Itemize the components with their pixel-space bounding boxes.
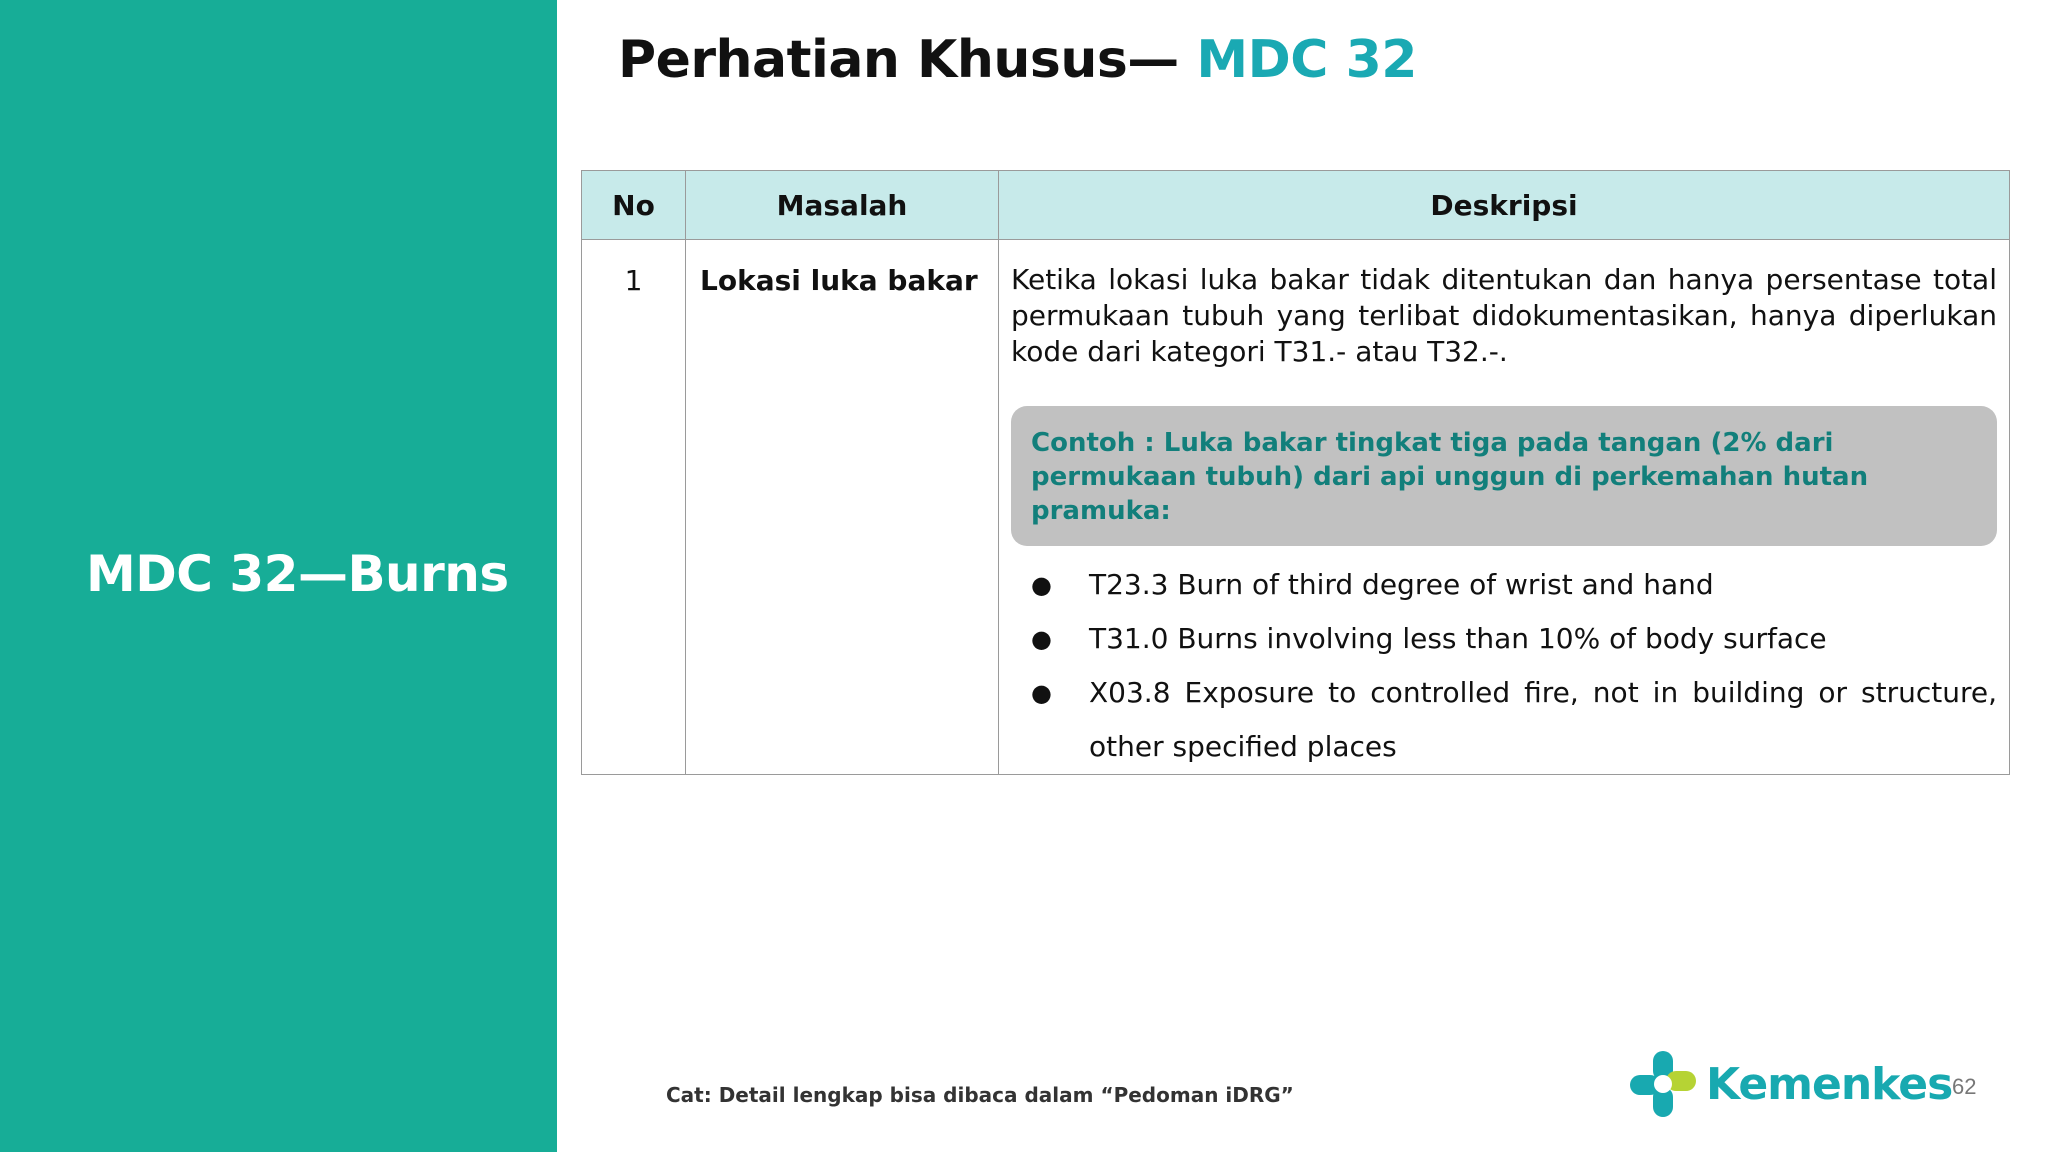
slide-title xyxy=(618,30,1417,90)
cell-masalah: Lokasi luka bakar xyxy=(686,240,999,775)
logo-text: Kemenkes xyxy=(1706,1058,1953,1110)
cell-no: 1 xyxy=(582,240,686,775)
cell-deskripsi xyxy=(999,240,2010,775)
description-text: Ketika lokasi luka bakar tidak ditentukan dan hanya persentase total permukaan tubuh yang terlibat didokumentasikan, hanya diperlukan kode dari kategori T31.- atau T32.-. xyxy=(1011,263,1997,368)
list-item xyxy=(1011,612,1997,666)
code-text: T31.0 Burns involving less than 10% of body surface xyxy=(1089,622,1827,655)
list-item xyxy=(1011,666,1997,774)
slide-title-main: Perhatian Khusus— xyxy=(618,30,1197,90)
table-header-row xyxy=(582,171,2010,240)
special-attention-table xyxy=(581,170,2010,775)
section-title: MDC 32—Burns xyxy=(86,545,509,603)
table-row xyxy=(582,240,2010,775)
kemenkes-logo-icon xyxy=(1630,1049,1696,1119)
bullet-icon: ● xyxy=(1031,679,1052,707)
list-item xyxy=(1011,558,1997,612)
header-deskripsi: Deskripsi xyxy=(999,171,2010,240)
page-number: 62 xyxy=(1952,1074,1977,1099)
example-box: Contoh : Luka bakar tingkat tiga pada tangan (2% dari permukaan tubuh) dari api unggun di perkemahan hutan pramuka: xyxy=(1011,406,1997,546)
code-text: X03.8 Exposure to controlled fire, not in building or structure, other specified places xyxy=(1089,676,1997,763)
kemenkes-logo xyxy=(1630,1048,1952,1120)
code-text: T23.3 Burn of third degree of wrist and hand xyxy=(1089,568,1714,601)
code-list xyxy=(1011,558,1997,774)
slide-title-accent: MDC 32 xyxy=(1196,30,1417,90)
header-no: No xyxy=(582,171,686,240)
left-panel xyxy=(0,0,557,1152)
header-masalah: Masalah xyxy=(686,171,999,240)
bullet-icon: ● xyxy=(1031,625,1052,653)
footnote: Cat: Detail lengkap bisa dibaca dalam “Pedoman iDRG” xyxy=(666,1083,1294,1107)
bullet-icon: ● xyxy=(1031,571,1052,599)
